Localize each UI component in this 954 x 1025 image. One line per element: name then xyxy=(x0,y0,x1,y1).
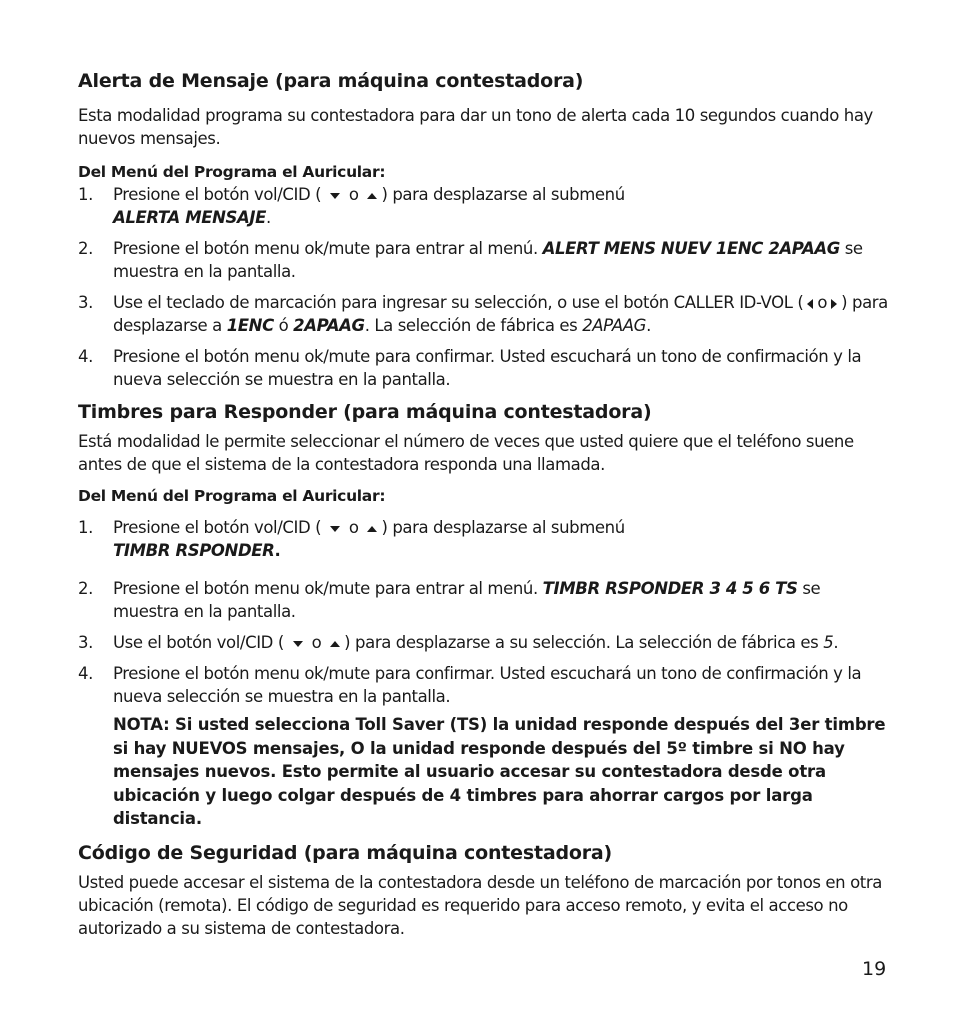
list-item: 4. Presione el botón menu ok/mute para confirmar. Usted escuchará un tono de confirmación y la nueva selección se muestra en la pantalla. xyxy=(78,664,862,706)
list-item: 1. Presione el botón vol/CID ( o ) para desplazarse al submenú ALERTA MENSAJE. xyxy=(78,185,625,227)
from-menu-label: Del Menú del Programa el Auricular: xyxy=(78,163,386,181)
menu-name: ALERTA MENSAJE xyxy=(113,208,266,227)
arrow-down-icon xyxy=(293,641,303,647)
section-title-codigo: Código de Seguridad (para máquina contestadora) xyxy=(78,841,612,864)
display-text: TIMBR RSPONDER 3 4 5 6 TS xyxy=(542,579,798,598)
steps-alerta xyxy=(78,183,888,391)
arrow-up-icon xyxy=(367,526,377,532)
page-number: 19 xyxy=(862,958,887,980)
section-intro-alerta: Esta modalidad programa su contestadora para dar un tono de alerta cada 10 segundos cuando hay nuevos mensajes. xyxy=(78,106,873,148)
section-intro-timbres: Está modalidad le permite seleccionar el número de veces que usted quiere que el teléfono suene antes de que el sistema de la contestadora responda una llamada. xyxy=(78,432,854,474)
list-item: 1. Presione el botón vol/CID ( o ) para desplazarse al submenú TIMBR RSPONDER. xyxy=(78,518,625,560)
section-title-timbres: Timbres para Responder (para máquina contestadora) xyxy=(78,401,652,423)
arrow-left-icon xyxy=(807,299,813,309)
list-item: 3. Use el teclado de marcación para ingresar su selección, o use el botón CALLER ID-VOL ( o ) para desplazarse a 1ENC ó 2APAAG. La selección de fábrica es 2APAAG. xyxy=(78,293,888,335)
arrow-up-icon xyxy=(330,641,340,647)
arrow-up-icon xyxy=(367,193,377,199)
menu-name: TIMBR RSPONDER xyxy=(113,541,275,560)
section-title-alerta: Alerta de Mensaje (para máquina contestadora) xyxy=(78,70,584,92)
section-intro-codigo: Usted puede accesar el sistema de la contestadora desde un teléfono de marcación por tonos en otra ubicación (remota). El código de seguridad es requerido para acceso remoto, y evita el acceso no autorizado a su sistema de contestadora. xyxy=(78,872,882,938)
list-item: 3. Use el botón vol/CID ( o ) para desplazarse a su selección. La selección de fábrica es 5. xyxy=(78,633,839,652)
manual-page xyxy=(78,66,888,940)
list-item: 2. Presione el botón menu ok/mute para entrar al menú. TIMBR RSPONDER 3 4 5 6 TS se muestra en la pantalla. xyxy=(78,579,821,621)
list-item: 2. Presione el botón menu ok/mute para entrar al menú. ALERT MENS NUEV 1ENC 2APAAG se muestra en la pantalla. xyxy=(78,239,863,281)
arrow-right-icon xyxy=(831,299,837,309)
arrow-down-icon xyxy=(330,526,340,532)
from-menu-label: Del Menú del Programa el Auricular: xyxy=(78,487,386,505)
note-toll-saver: NOTA: Si usted selecciona Toll Saver (TS) la unidad responde después del 3er timbre si hay NUEVOS mensajes, O la unidad responde después del 5º timbre si NO hay mensajes nuevos. Esto permite al usuario accesar su contestadora desde otra ubicación y luego colgar después de 4 timbres para ahorrar cargos por larga distancia. xyxy=(113,715,886,828)
steps-timbres xyxy=(78,516,888,708)
display-text: ALERT MENS NUEV 1ENC 2APAAG xyxy=(542,239,840,258)
arrow-down-icon xyxy=(330,193,340,199)
list-item: 4. Presione el botón menu ok/mute para confirmar. Usted escuchará un tono de confirmación y la nueva selección se muestra en la pantalla. xyxy=(78,347,862,389)
